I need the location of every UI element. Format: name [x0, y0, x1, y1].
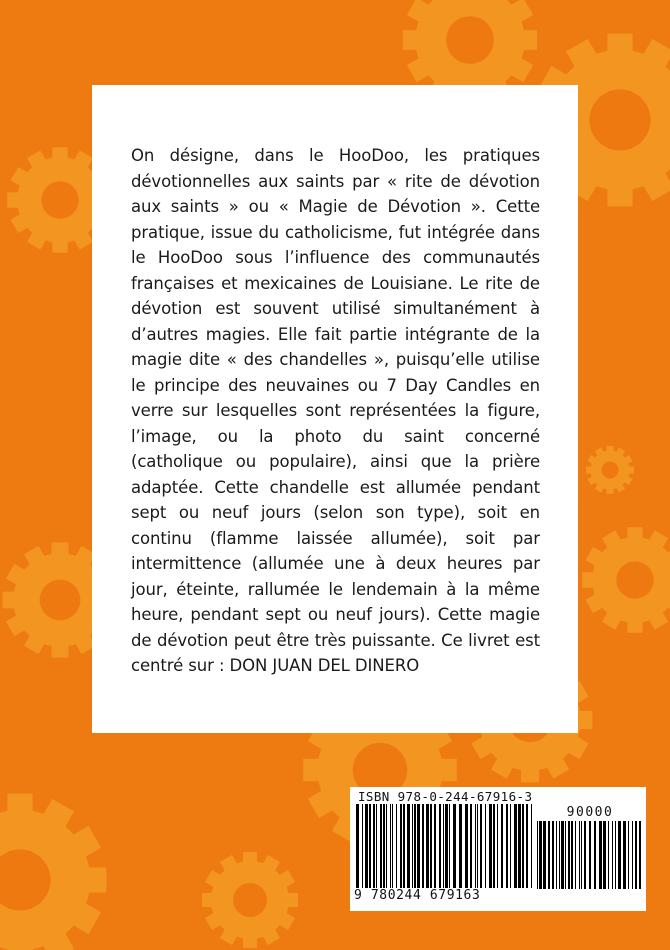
description-panel [92, 85, 578, 733]
isbn-text: ISBN 978-0-244-67916-3 [358, 789, 533, 804]
addon-barcode-bars [537, 821, 641, 889]
barcode-box [350, 787, 646, 911]
barcode-ean-digits: 9 780244 679163 [354, 888, 481, 903]
ean-barcode-bars [356, 804, 534, 888]
description-text: On désigne, dans le HooDoo, les pratiques dévotionnelles aux saints par « rite de dévotion aux saints » ou « Magie de Dévotion ». Cette pratique, issue du catholicisme, fut intégrée dans le HooDoo sous l’influence des communautés françaises et mexicaines de Louisiane. Le rite de dévotion est souvent utilisé simultanément à d’autres magies. Elle fait partie intégrante de la magie dite « des chandelles », puisqu’elle utilise le principe des neuvaines ou 7 Day Candles en verre sur lesquelles sont représentées la figure, l’image, ou la photo du saint concerné (catholique ou populaire), ainsi que la prière adaptée. Cette chandelle est allumée pendant sept ou neuf jours (selon son type), soit en continu (flamme laissée allumée), soit par intermittence (allumée une à deux heures par jour, éteinte, rallumée le lendemain à la même heure, pendant sept ou neuf jours). Cette magie de dévotion peut être très puissante. Ce livret est centré sur : DON JUAN DEL DINERO [131, 146, 540, 675]
barcode-addon-digits: 90000 [566, 805, 614, 820]
